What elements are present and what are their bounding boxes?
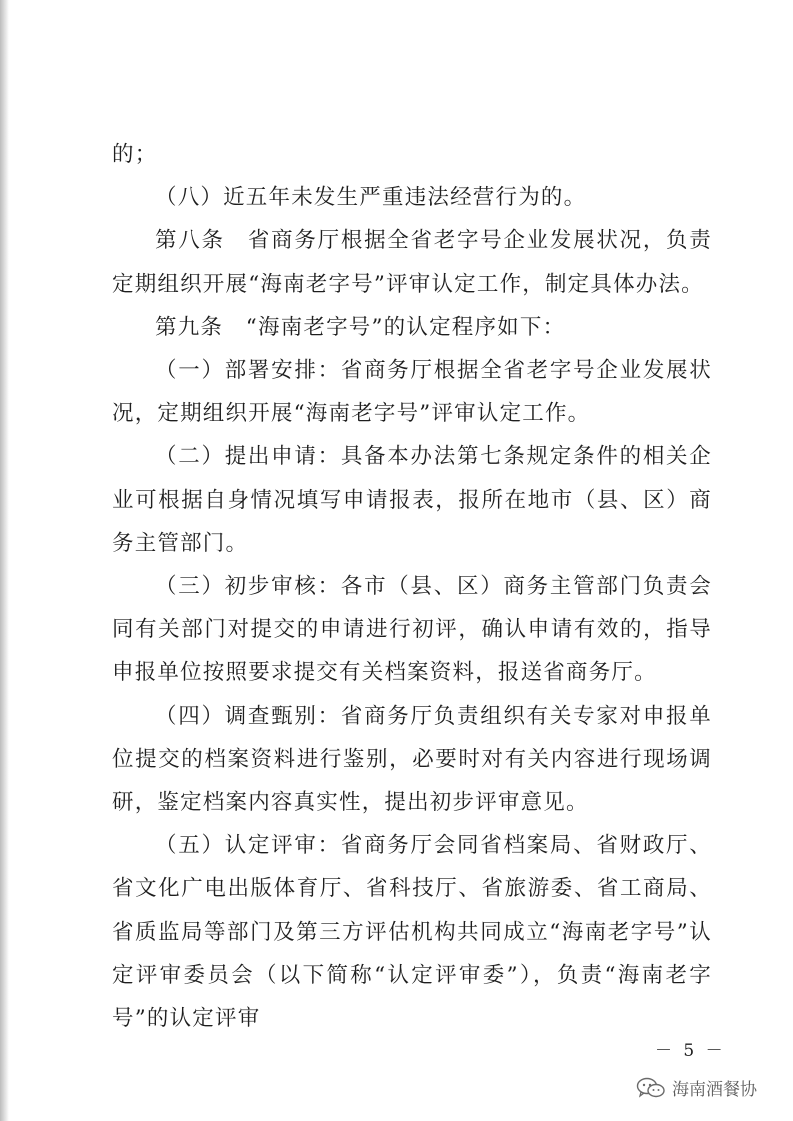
paragraph: （五）认定评审：省商务厅会同省档案局、省财政厅、省文化广电出版体育厅、省科技厅、省旅游委、省工商局、省质监局等部门及第三方评估机构共同成立“海南老字号”认定评审委员会（以下简称“认定评审委”），负责“海南老字号”的认定评审	[112, 833, 712, 1032]
watermark-text: 海南酒餐协	[672, 1080, 757, 1100]
paragraph: （三）初步审核：各市（县、区）商务主管部门负责会同有关部门对提交的申请进行初评，确认申请有效的，指导申报单位按照要求提交有关档案资料，报送省商务厅。	[112, 574, 712, 686]
page-number: － 5 －	[655, 1041, 726, 1061]
document-body	[112, 133, 712, 1040]
wechat-icon	[636, 1077, 666, 1099]
paragraph: 第九条 “海南老字号”的认定程序如下：	[155, 314, 566, 340]
watermark	[636, 1075, 757, 1100]
paragraph: （一）部署安排：省商务厅根据全省老字号企业发展状况，定期组织开展“海南老字号”评审认定工作。	[112, 358, 712, 427]
paragraph: （二）提出申请：具备本办法第七条规定条件的相关企业可根据自身情况填写申请报表，报所在地市（县、区）商务主管部门。	[112, 444, 712, 556]
paragraph: （八）近五年未发生严重违法经营行为的。	[155, 185, 587, 211]
paragraph: 第八条 省商务厅根据全省老字号企业发展状况，负责定期组织开展“海南老字号”评审认定工作，制定具体办法。	[112, 228, 712, 297]
paragraph: 的；	[112, 142, 158, 167]
paragraph: （四）调查甄别：省商务厅负责组织有关专家对申报单位提交的档案资料进行鉴别，必要时对有关内容进行现场调研，鉴定档案内容真实性，提出初步评审意见。	[112, 703, 712, 816]
scan-edge-shadow	[0, 0, 9, 1121]
